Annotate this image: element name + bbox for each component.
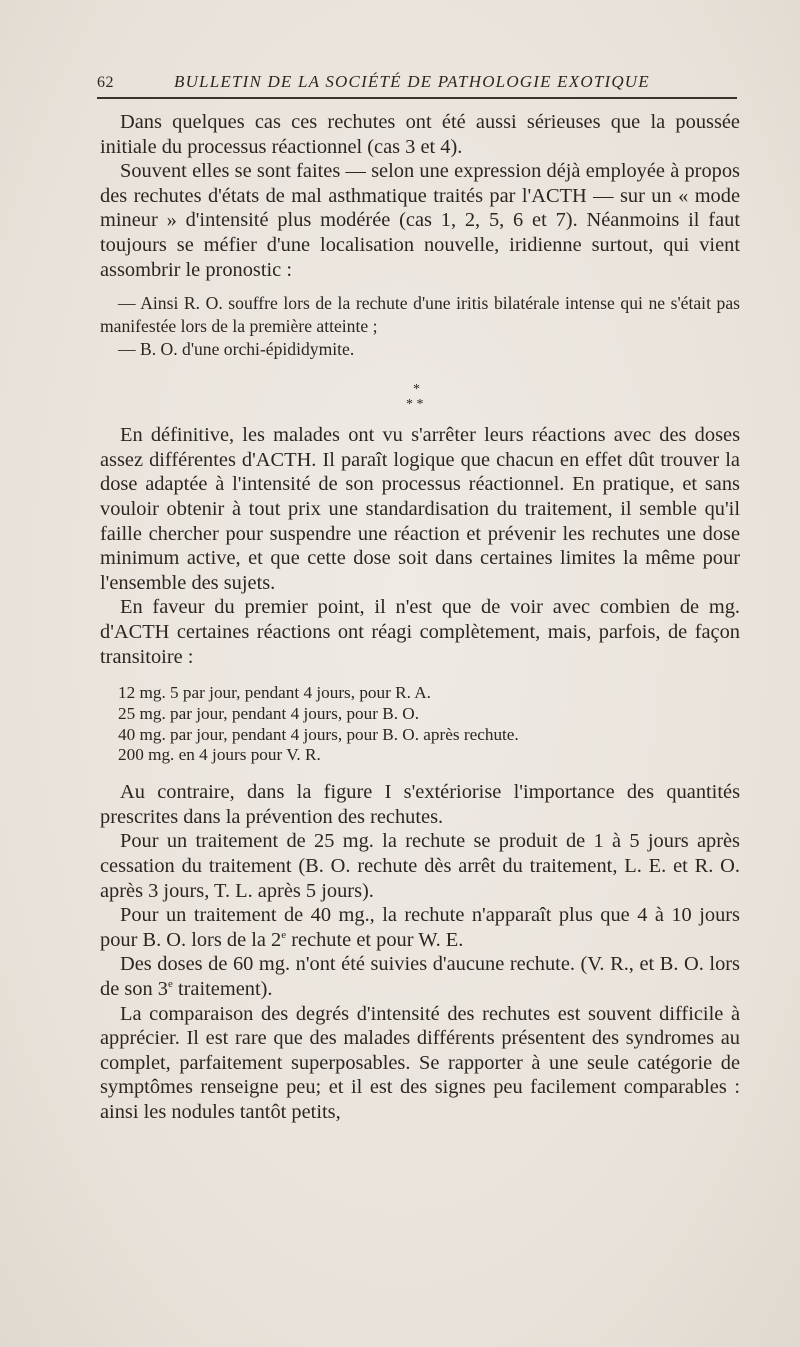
paragraph: Pour un traitement de 25 mg. la rechute se produit de 1 à 5 jours après cessation du traitement (B. O. rechute dès arrêt du traitement, L. E. et R. O. après 3 jours, T. L. après 5 jours). xyxy=(100,830,740,902)
superscript: e xyxy=(167,978,173,991)
section-separator xyxy=(100,361,740,423)
superscript: e xyxy=(281,929,287,942)
paragraph: Au contraire, dans la figure I s'extériorise l'importance des quantités prescrites dans la prévention des rechutes. xyxy=(100,781,740,828)
text-run: Pour un traitement de 40 mg., la rechute n'apparaît plus que 4 à 10 jours pour B. O. lors de la 2 xyxy=(100,904,740,951)
example-item: — B. O. d'une orchi-épididymite. xyxy=(118,339,355,360)
dose-item: 40 mg. par jour, pendant 4 jours, pour B. O. après rechute. xyxy=(118,724,519,744)
running-header xyxy=(97,70,737,96)
running-title: BULLETIN DE LA SOCIÉTÉ DE PATHOLOGIE EXOTIQUE xyxy=(174,72,650,91)
separator-star: * xyxy=(413,382,420,398)
dose-item: 12 mg. 5 par jour, pendant 4 jours, pour R. A. xyxy=(118,683,431,703)
text-run: Des doses de 60 mg. n'ont été suivies d'aucune rechute. (V. R., et B. O. lors de son 3 xyxy=(100,953,740,1001)
text-run: traitement). xyxy=(172,978,273,1001)
paragraph: En faveur du premier point, il n'est que de voir avec combien de mg. d'ACTH certaines réactions ont réagi complètement, mais, parfois, de façon transitoire : xyxy=(100,596,740,668)
header-rule xyxy=(97,97,737,99)
dose-item: 200 mg. en 4 jours pour V. R. xyxy=(118,745,321,765)
dose-item: 25 mg. par jour, pendant 4 jours, pour B. O. xyxy=(118,703,420,723)
example-item: — Ainsi R. O. souffre lors de la rechute d'une iritis bilatérale intense qui ne s'était pas manifestée lors de la première atteinte ; xyxy=(100,293,740,337)
separator-stars: * * xyxy=(406,397,424,413)
paragraph xyxy=(100,952,740,1001)
text-run: rechute et pour W. E. xyxy=(286,928,464,951)
paragraph: Souvent elles se sont faites — selon une expression déjà employée à propos des rechutes d'états de mal asthmatique traités par l'ACTH — sur un « mode mineur » d'intensité plus modérée (cas 1, 2, 5, 6 et 7). Néanmoins il faut toujours se méfier d'une localisation nouvelle, iridienne surtout, qui vient assombrir le pronostic : xyxy=(100,160,740,281)
paragraph: La comparaison des degrés d'intensité des rechutes est souvent difficile à apprécier. Il est rare que des malades différents présentent des syndromes au complet, parfaitement superposables. Se rapporter à une seule catégorie de symptômes renseigne peu; et il est des signes peu facilement comparables : ainsi les nodules tantôt petits, xyxy=(100,1002,740,1123)
paragraph xyxy=(100,903,740,952)
paragraph: En définitive, les malades ont vu s'arrêter leurs réactions avec des doses assez différentes d'ACTH. Il paraît logique que chacun en effet dût trouver la dose adaptée à l'intensité de son processus réactionnel. En pratique, et sans vouloir obtenir à tout prix une standardisation du traitement, il semble qu'il faille chercher pour suspendre une réaction et prévenir les rechutes une dose minimum active, et que cette dose soit dans certaines limites la même pour l'ensemble des sujets. xyxy=(100,424,740,594)
dose-list xyxy=(118,683,740,766)
body-text xyxy=(100,110,740,1125)
page-number: 62 xyxy=(97,74,114,91)
paragraph: Dans quelques cas ces rechutes ont été aussi sérieuses que la poussée initiale du processus réactionnel (cas 3 et 4). xyxy=(100,111,740,158)
